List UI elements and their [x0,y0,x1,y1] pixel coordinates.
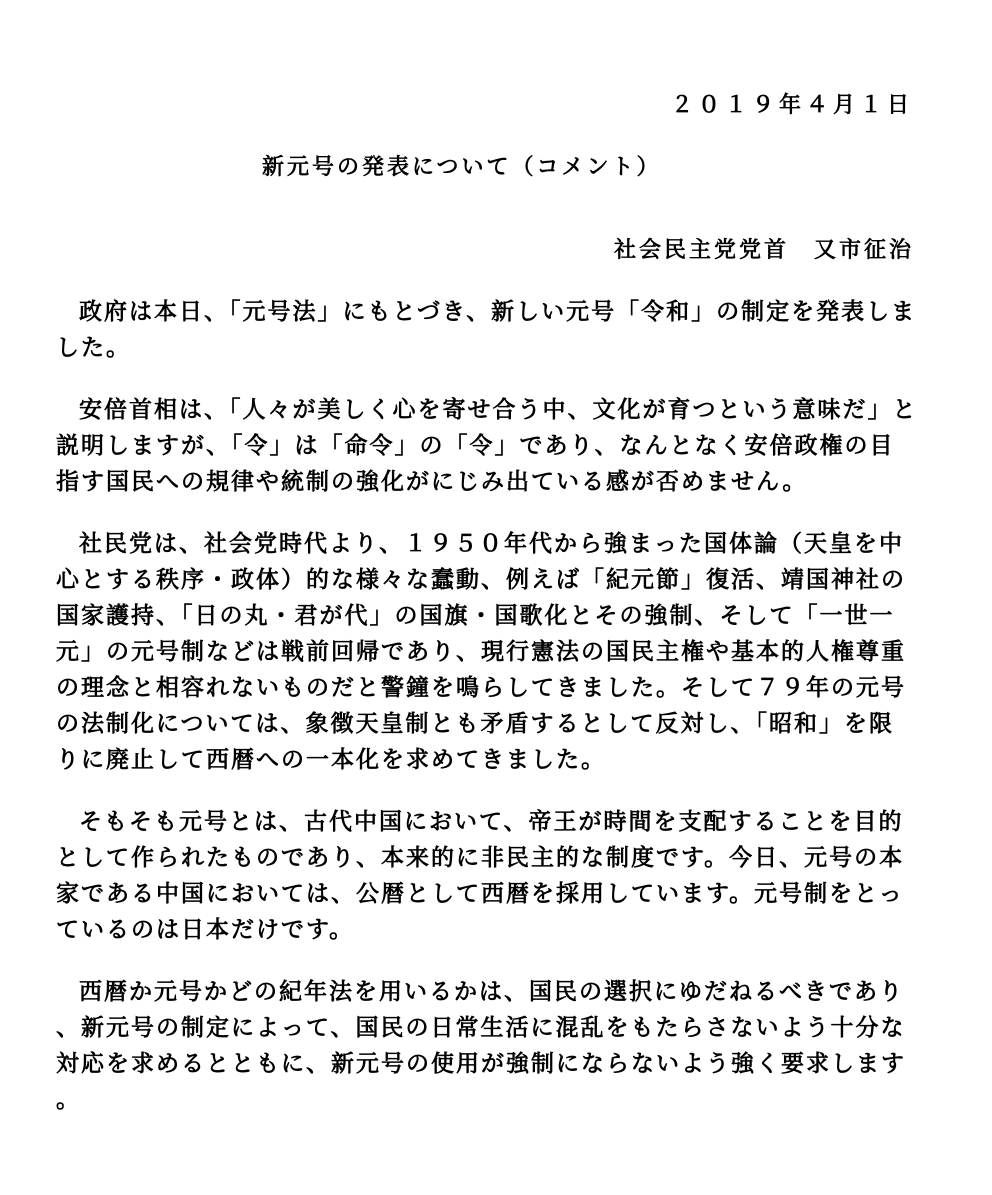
statement-date: ２０１９年４月１日 [670,93,914,118]
paragraph-announcement: 政府は本日、「元号法」にもとづき、新しい元号「令和」の制定を発表しました。 [56,299,917,361]
statement-title: 新元号の発表について（コメント） [262,155,662,180]
statement-author: 社会民主党党首 又市征治 [613,238,914,263]
statement-body [56,294,918,1144]
paragraph-demand: 西暦か元号かどの紀年法を用いるかは、国民の選択にゆだねるべきであり、新元号の制定によって、国民の日常生活に混乱をもたらさないよう十分な対応を求めるとともに、新元号の使用が強制にならないよう強く要求します。 [56,979,906,1113]
paragraph-era-origin: そもそも元号とは、古代中国において、帝王が時間を支配することを目的として作られたものであり、本来的に非民主的な制度です。今日、元号の本家である中国においては、公暦として西暦を採用しています。元号制をとっているのは日本だけです。 [56,809,905,943]
paragraph-party-position: 社民党は、社会党時代より、１９５０年代から強まった国体論（天皇を中心とする秩序・政体）的な様々な蠢動、例えば「紀元節」復活、靖国神社の国家護持、「日の丸・君が代」の国旗・国歌化とその強制、そして「一世一元」の元号制などは戦前回帰であり、現行憲法の国民主権や基本的人権尊重の理念と相容れないものだと警鐘を鳴らしてきました。そして７９年の元号の法制化については、象徴天皇制とも矛盾するとして反対し、「昭和」を限りに廃止して西暦への一本化を求めてきました。 [56,531,906,773]
paragraph-pm-explanation: 安倍首相は、「人々が美しく心を寄せ合う中、文化が育つという意味だ」と説明しますが、「令」は「命令」の「令」であり、なんとなく安倍政権の目指す国民への規律や統制の強化がにじみ出ている感が否めません。 [56,397,918,495]
